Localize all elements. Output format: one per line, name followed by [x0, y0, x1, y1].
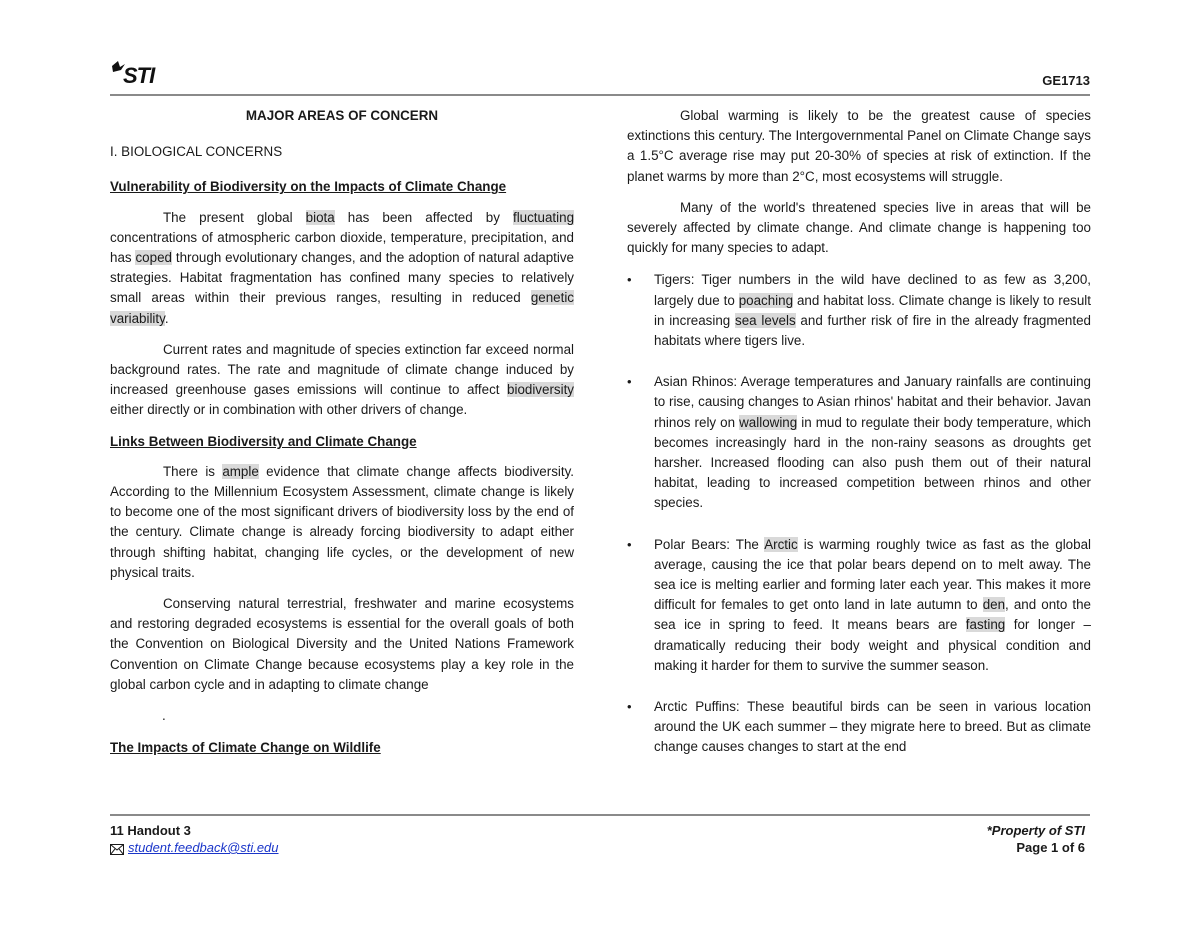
bullet-icon: •: [627, 374, 632, 390]
bullet-icon: •: [627, 272, 632, 288]
highlight: coped: [135, 250, 172, 266]
doc-code: GE1713: [1042, 73, 1090, 88]
highlight: fluctuating: [512, 209, 575, 225]
right-column: [627, 106, 1091, 758]
highlight: genetic variability: [110, 290, 574, 326]
handout-label: 11 Handout 3: [110, 823, 191, 838]
stray-period: .: [162, 708, 166, 724]
section-title: I. BIOLOGICAL CONCERNS: [110, 144, 283, 160]
highlight: den: [982, 597, 1006, 613]
paragraph-extinction-rates: Current rates and magnitude of species extinction far exceed normal background rates. The rate and magnitude of climate change induced by increased greenhouse gases emissions will continue to affect biodiversity either directly or in combination with other drivers of change.: [110, 341, 574, 418]
paragraph-global-warming: Global warming is likely to be the greatest cause of species extinctions this century. The Intergovernmental Panel on Climate Change says a 1.5°C average rise may put 20-30% of species at risk of extinction. If the planet warms by more than 2°C, most ecosystems will struggle.: [627, 108, 1091, 184]
bullet-icon: •: [627, 699, 632, 715]
heading-impacts-wildlife: The Impacts of Climate Change on Wildlife: [110, 740, 381, 756]
bullet-icon: •: [627, 536, 632, 552]
paragraph-conserving: Conserving natural terrestrial, freshwater and marine ecosystems and restoring degraded ecosystems is essential for the overall goals of both the Convention on Biological Diversity and the United Nations Framework Convention on Climate Change because ecosystems play a key role in the global carbon cycle and in adapting to climate change: [110, 596, 574, 692]
paragraph-threatened-species: Many of the world's threatened species live in areas that will be severely affected by climate change. And climate change is happening too quickly for many species to adapt.: [627, 199, 1091, 256]
highlight: poaching: [738, 292, 794, 308]
highlight: Arctic: [764, 536, 798, 552]
email-row: [110, 839, 279, 856]
species-list: [627, 270, 1091, 757]
list-item-arctic-puffins: • Arctic Puffins: These beautiful birds can be seen in various location around the UK each summer – they migrate here to breed. But as climate change causes changes to start at the end: [627, 699, 1091, 755]
paragraph-biota: The present global biota has been affected by fluctuating concentrations of atmospheric carbon dioxide, temperature, precipitation, and has coped through evolutionary changes, and the adoption of natural adaptive strategies. Habitat fragmentation has confined many species to relatively small areas within their previous ranges, resulting in reduced genetic variability.: [110, 209, 575, 326]
highlight: fasting: [965, 617, 1006, 633]
property-label: *Property of STI: [986, 823, 1085, 838]
highlight: biota: [305, 209, 335, 225]
highlight: sea levels: [735, 312, 796, 328]
paragraph-evidence: There is ample evidence that climate change affects biodiversity. According to the Millennium Ecosystem Assessment, climate change is likely to become one of the most significant drivers of biodiversity loss by the end of the century. Climate change is already forcing biodiversity to adapt either through shifting habitat, changing life cycles, or the development of new physical traits.: [110, 463, 575, 580]
highlight: wallowing: [739, 414, 798, 430]
list-item-polar-bears: • Polar Bears: The Arctic is warming roughly twice as fast as the global average, causing the ice that polar bears depend on to melt away. The sea ice is melting earlier and forming later each year. This makes it more difficult for females to get onto land in late autumn to den, and onto the sea ice in spring to feed. It means bears are fasting for longer – dramatically reducing their body weight and physical condition and making it harder for them to survive the summer season.: [627, 536, 1091, 673]
feedback-email-link[interactable]: student.feedback@sti.edu: [128, 840, 279, 855]
header-divider: [110, 94, 1090, 96]
left-column: [110, 106, 574, 758]
page-title: MAJOR AREAS OF CONCERN: [245, 108, 439, 123]
heading-vulnerability: Vulnerability of Biodiversity on the Impacts of Climate Change: [110, 179, 507, 195]
highlight: ample: [222, 463, 259, 479]
list-item-asian-rhinos: • Asian Rhinos: Average temperatures and January rainfalls are continuing to rise, causing changes to Asian rhinos' habitat and their behavior. Javan rhinos rely on wallowing in mud to regulate their body temperature, which becomes increasingly hard in the non-rainy seasons as droughts get harsher. Increased flooding can also push them out of their natural habitat, leading to increased competition between rhinos and other species.: [627, 374, 1091, 511]
list-item-tigers: • Tigers: Tiger numbers in the wild have declined to as few as 3,200, largely due to poaching and habitat loss. Climate change is likely to result in increasing sea levels and further risk of fire in the already fragmented habitats where tigers live.: [627, 272, 1091, 349]
footer-right: [987, 822, 1085, 856]
page-number: Page 1 of 6: [1016, 840, 1085, 855]
footer-divider: [110, 814, 1090, 816]
footer-left: [110, 822, 279, 856]
highlight: biodiversity: [507, 382, 574, 398]
heading-links: Links Between Biodiversity and Climate Change: [110, 433, 417, 449]
svg-text:STI: STI: [123, 63, 155, 88]
sti-logo: [110, 58, 170, 88]
envelope-icon: [110, 842, 124, 853]
